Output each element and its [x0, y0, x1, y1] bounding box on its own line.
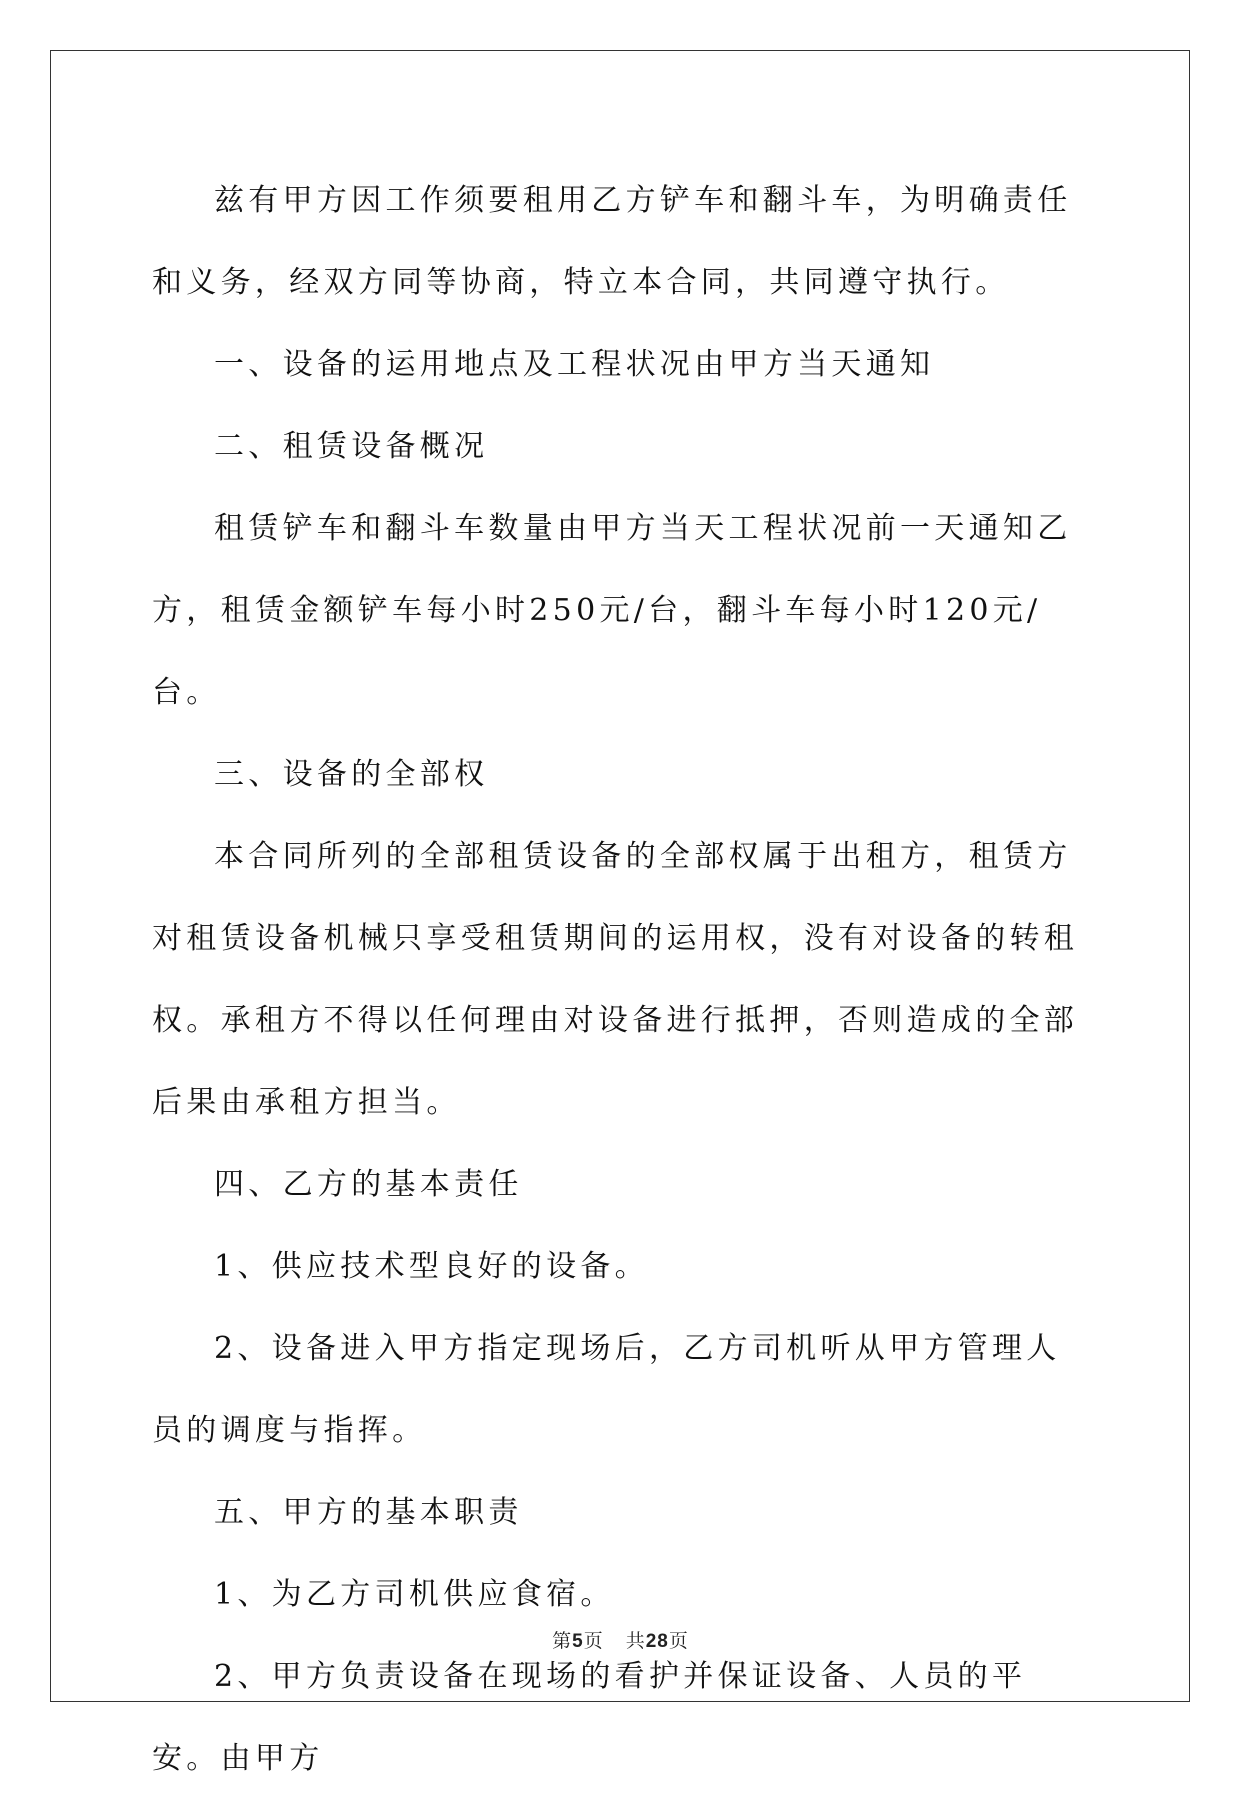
heading-section-4: 四、乙方的基本责任: [214, 1167, 523, 1202]
list-item-party-a-1: 1、为乙方司机供应食宿。: [214, 1577, 615, 1612]
paragraph-intro: 兹有甲方因工作须要租用乙方铲车和翻斗车，为明确责任和义务，经双方同等协商，特立本合同，共同遵守执行。: [152, 183, 1072, 300]
page-suffix: 页: [583, 1630, 604, 1652]
total-prefix: 共: [625, 1630, 646, 1652]
heading-section-5: 五、甲方的基本职责: [214, 1495, 523, 1530]
heading-section-3: 三、设备的全部权: [214, 757, 489, 792]
list-item-party-b-1: 1、供应技术型良好的设备。: [214, 1249, 649, 1284]
page-number: 5: [572, 1631, 584, 1652]
total-pages: 28: [645, 1631, 669, 1652]
page-footer: [0, 1626, 1241, 1653]
heading-section-1: 一、设备的运用地点及工程状况由甲方当天通知: [214, 347, 935, 382]
list-item-party-b-2: 2、设备进入甲方指定现场后，乙方司机听从甲方管理人员的调度与指挥。: [152, 1331, 1061, 1448]
page-prefix: 第: [552, 1630, 573, 1652]
paragraph-rental-overview: 租赁铲车和翻斗车数量由甲方当天工程状况前一天通知乙方，租赁金额铲车每小时250元/台，翻斗车每小时120元/台。: [152, 511, 1072, 710]
total-suffix: 页: [668, 1630, 689, 1652]
paragraph-ownership: 本合同所列的全部租赁设备的全部权属于出租方，租赁方对租赁设备机械只享受租赁期间的运用权，没有对设备的转租权。承租方不得以任何理由对设备进行抵押，否则造成的全部后果由承租方担当。: [152, 839, 1079, 1120]
heading-section-2: 二、租赁设备概况: [214, 429, 489, 464]
list-item-party-a-2: 2、甲方负责设备在现场的看护并保证设备、人员的平安。由甲方: [152, 1659, 1027, 1776]
document-body: [152, 160, 1092, 1800]
